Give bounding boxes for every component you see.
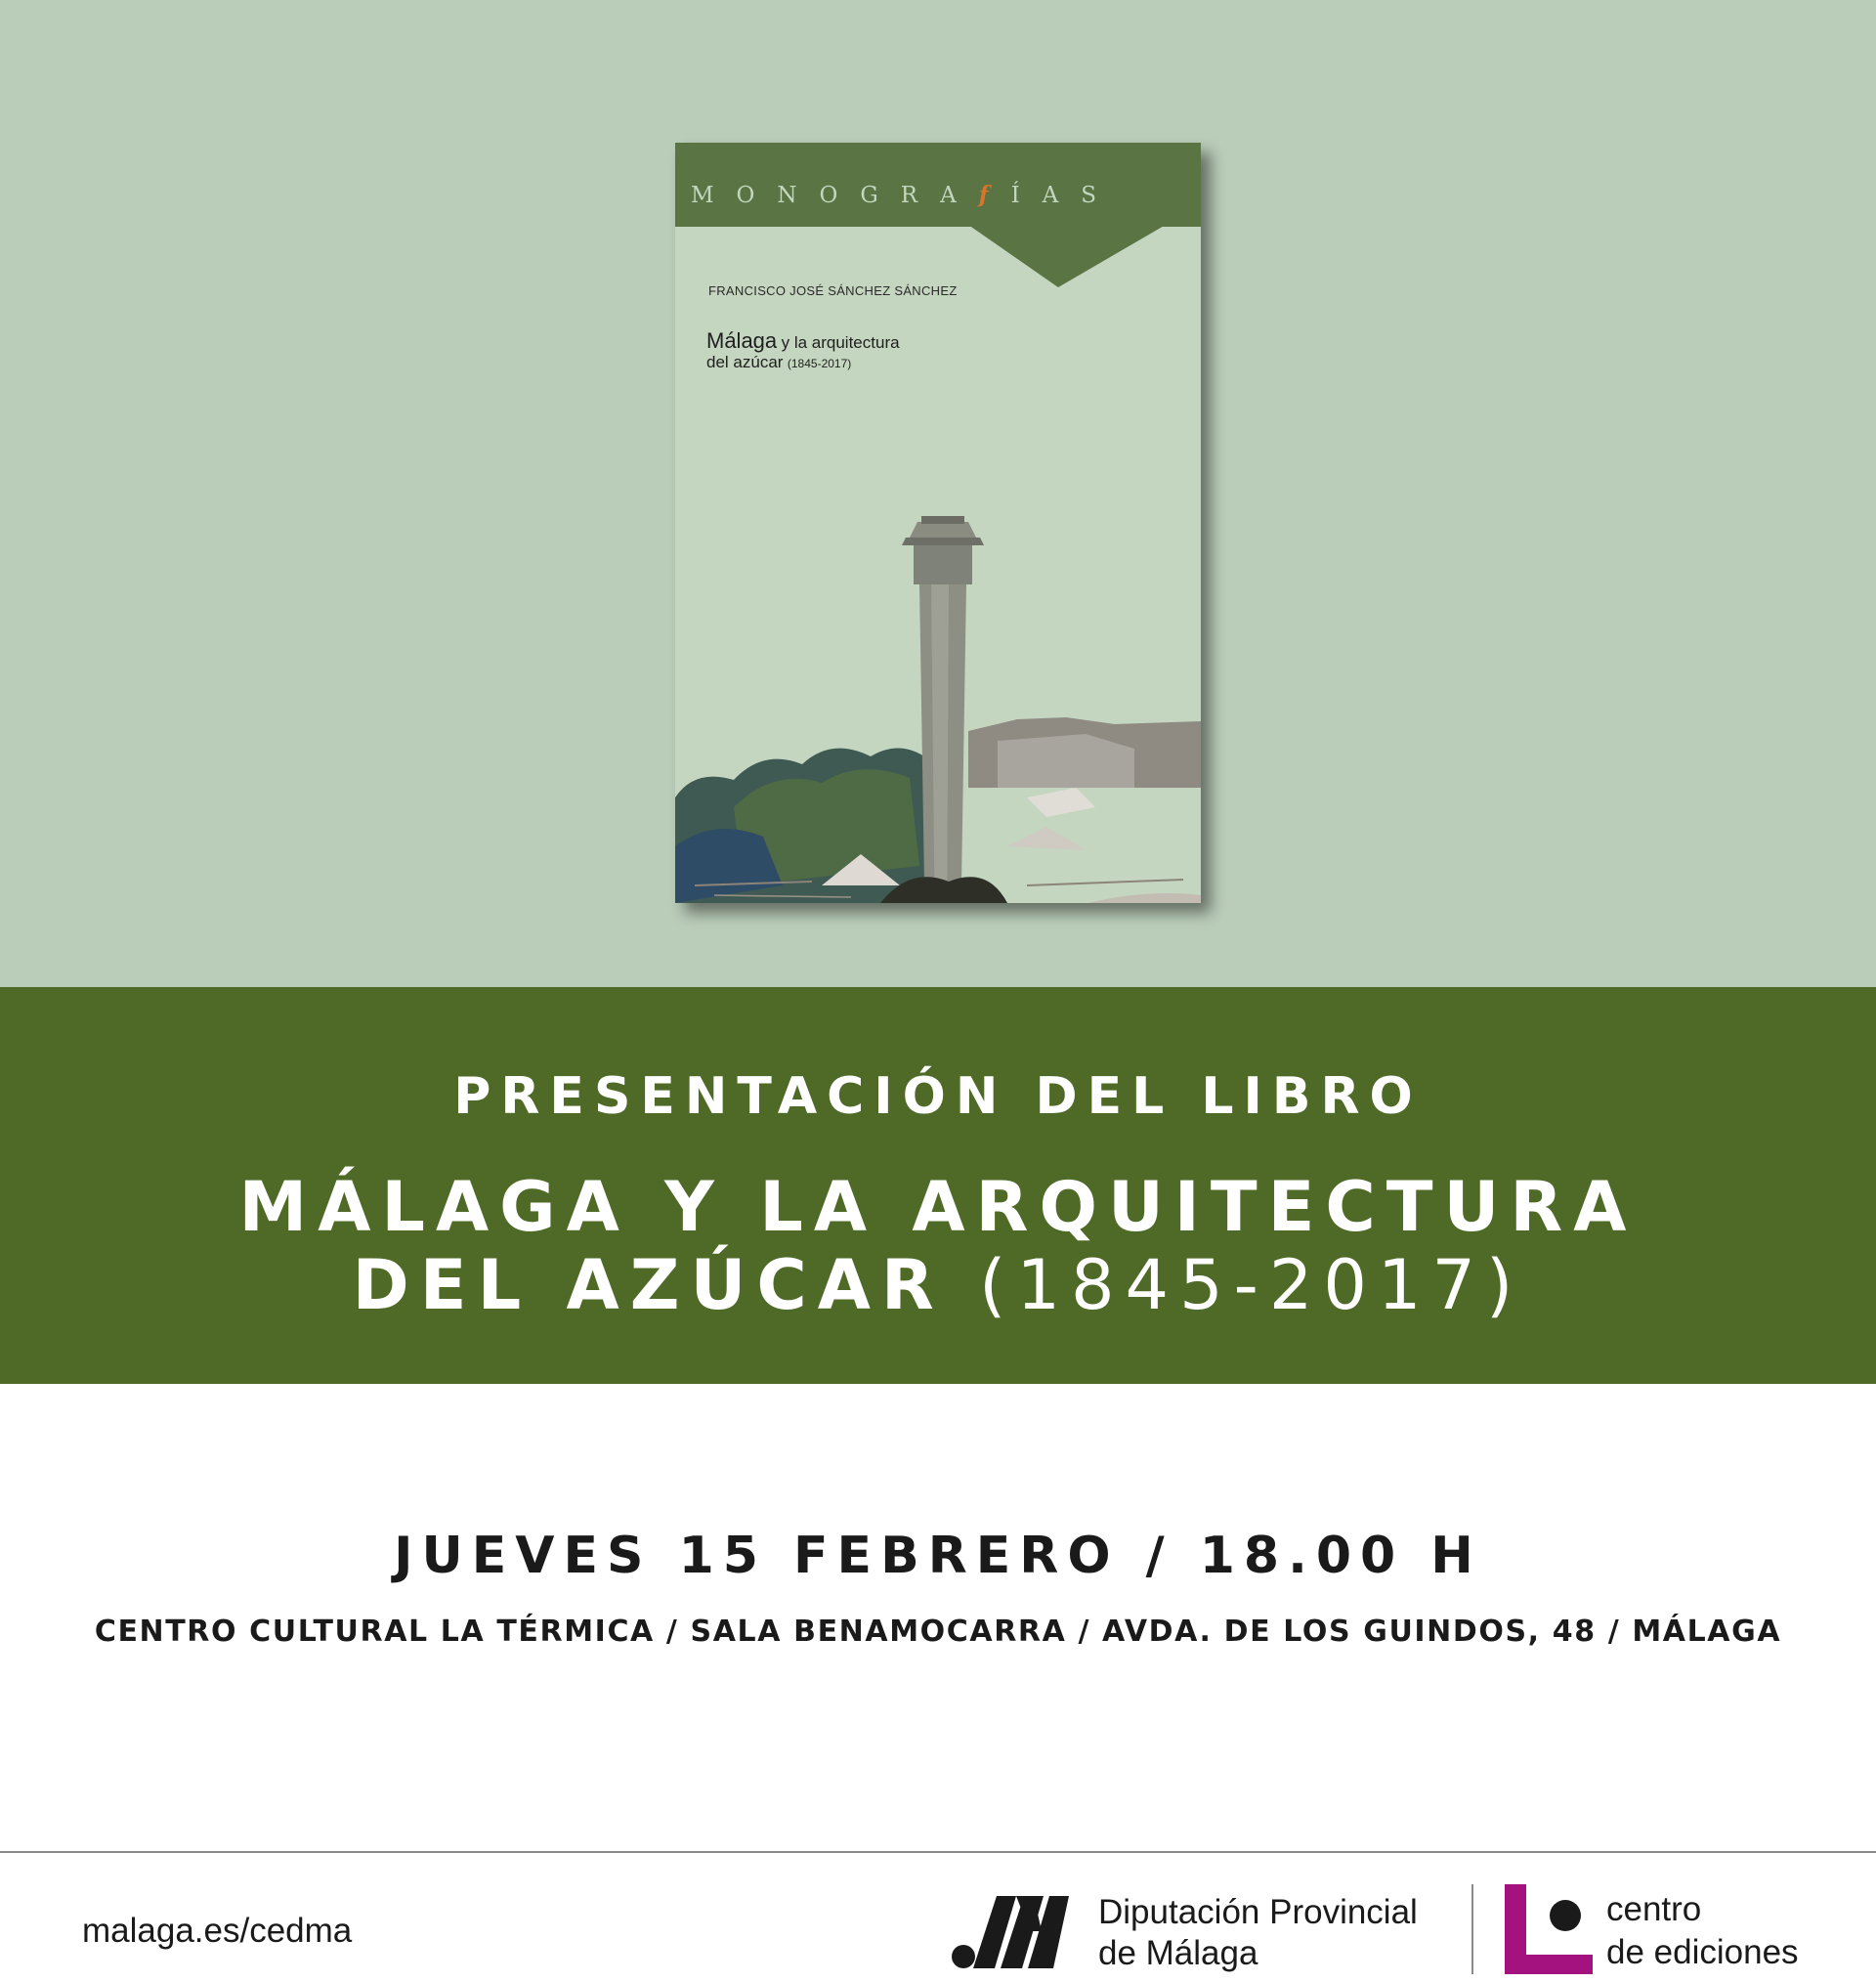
event-venue: CENTRO CULTURAL LA TÉRMICA / SALA BENAMOCARRA / AVDA. DE LOS GUINDOS, 48 / MÁLAGA: [94, 1615, 1782, 1649]
cover-title-word: Málaga: [706, 328, 778, 353]
title-banner: [0, 987, 1876, 1384]
centro-ediciones-line2: de ediciones: [1606, 1933, 1799, 1971]
cover-title-years: (1845-2017): [787, 357, 852, 371]
diputacion-name-line1: Diputación Provincial: [1098, 1893, 1418, 1931]
cover-title-rest: y la arquitectura: [781, 333, 900, 352]
logo-separator: [1471, 1884, 1473, 1974]
book-title-line2: [0, 1245, 1876, 1325]
diputacion-logo-icon: [952, 1888, 1073, 1972]
centro-ediciones-line1: centro: [1606, 1890, 1702, 1928]
book-title-line2-text: DEL AZÚCAR: [352, 1245, 945, 1325]
cover-author: FRANCISCO JOSÉ SÁNCHEZ SÁNCHEZ: [708, 283, 958, 298]
event-datetime: JUEVES 15 FEBRERO / 18.00 H: [394, 1527, 1482, 1585]
diputacion-name: [1098, 1892, 1418, 1974]
cover-series-label: MONOGRAfÍAS: [691, 182, 1120, 208]
presentation-label: PRESENTACIÓN DEL LIBRO: [453, 1067, 1423, 1126]
cover-illustration: [675, 338, 1201, 903]
centro-ediciones-name: [1606, 1888, 1799, 1974]
book-title-line1: MÁLAGA Y LA ARQUITECTURA: [238, 1167, 1638, 1247]
centro-ediciones-logo-icon: [1505, 1884, 1593, 1974]
cover-title-line2: del azúcar: [706, 353, 784, 372]
footer-divider: [0, 1851, 1876, 1853]
diputacion-name-line2: de Málaga: [1098, 1934, 1258, 1972]
cover-header-notch: [968, 225, 1166, 287]
book-title-years: (1845-2017): [979, 1245, 1524, 1325]
book-cover: [675, 143, 1201, 903]
website-link[interactable]: malaga.es/cedma: [82, 1912, 353, 1950]
